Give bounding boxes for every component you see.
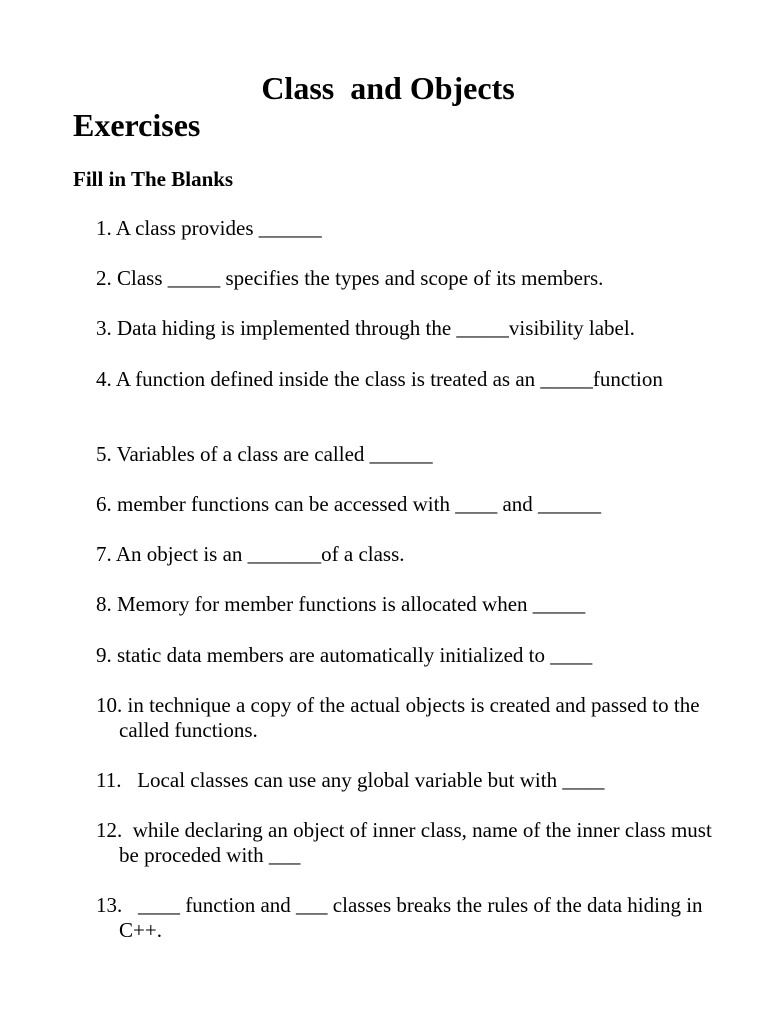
exercises-heading: Exercises	[73, 107, 201, 143]
question-item: 3. Data hiding is implemented through the _____visibility label.	[96, 316, 635, 341]
question-list	[96, 216, 716, 968]
page-title: Class and Objects	[261, 70, 515, 106]
question-item: 4. A function defined inside the class is treated as an _____function	[96, 366, 663, 391]
question-item: 1. A class provides ______	[96, 216, 322, 240]
question-item: 7. An object is an _______of a class.	[96, 542, 405, 567]
section-title: Fill in The Blanks	[73, 167, 234, 191]
question-item: 5. Variables of a class are called ______	[96, 441, 433, 466]
question-item: 2. Class _____ specifies the types and scope of its members.	[96, 266, 604, 291]
question-item: 6. member functions can be accessed with ____ and ______	[96, 491, 602, 516]
question-item: 8. Memory for member functions is allocated when _____	[96, 592, 586, 617]
question-item: 12. while declaring an object of inner class, name of the inner class must be proceded with ___	[96, 818, 718, 868]
question-item: 11. Local classes can use any global variable but with ____	[96, 767, 605, 792]
question-item: 9. static data members are automatically initialized to ____	[96, 642, 593, 667]
question-item: 13. ____ function and ___ classes breaks the rules of the data hiding in C++.	[96, 893, 708, 943]
question-item: 10. in technique a copy of the actual objects is created and passed to the called functions.	[96, 692, 705, 742]
